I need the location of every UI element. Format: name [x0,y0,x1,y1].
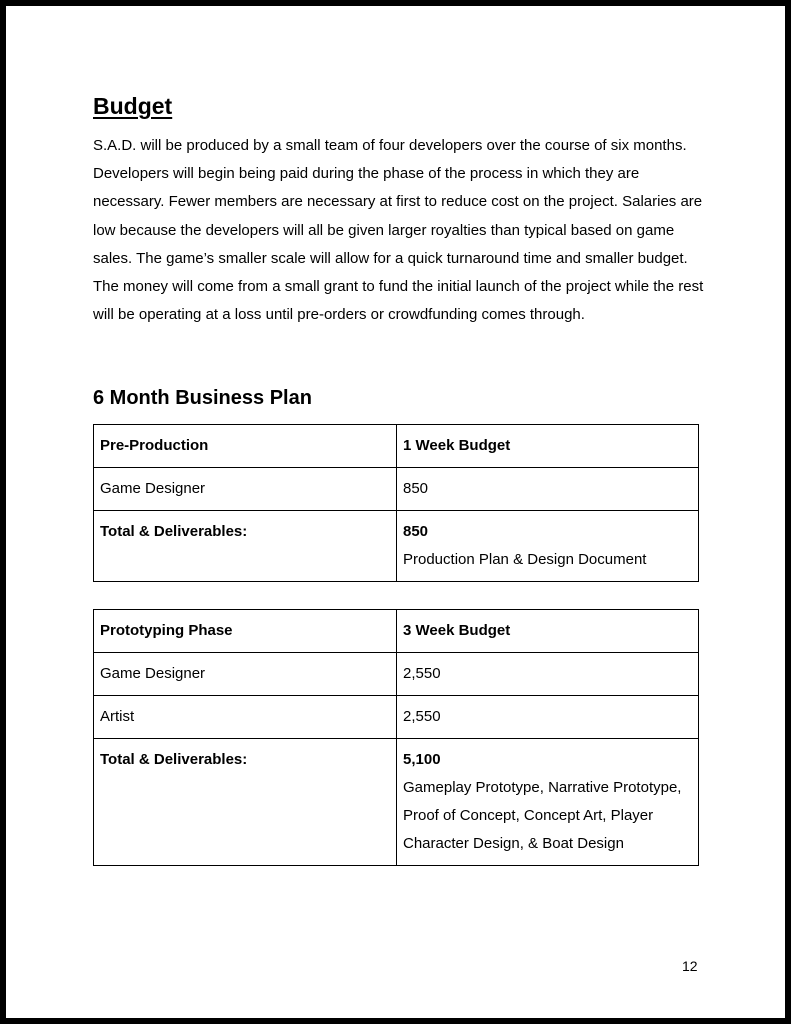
table-row [94,468,699,511]
table-header-row [94,425,699,468]
phase-header: Prototyping Phase [94,610,397,653]
total-row [94,511,699,582]
role-cell: Game Designer [94,653,397,696]
total-cell [397,511,699,582]
total-label: Total & Deliverables: [94,511,397,582]
deliverables-text: Gameplay Prototype, Narrative Prototype, Proof of Concept, Concept Art, Player Character Design, & Boat Design [403,779,682,852]
document-page [6,6,785,1018]
budget-header: 3 Week Budget [397,610,699,653]
total-amount: 5,100 [403,751,441,768]
prototyping-table [93,609,699,866]
total-row [94,739,699,866]
role-cell: Game Designer [94,468,397,511]
table-row [94,653,699,696]
table-header-row [94,610,699,653]
budget-header: 1 Week Budget [397,425,699,468]
phase-header: Pre-Production [94,425,397,468]
total-amount: 850 [403,523,429,540]
pre-production-table [93,424,699,582]
role-cell: Artist [94,696,397,739]
table-row [94,696,699,739]
total-cell [397,739,699,866]
total-label: Total & Deliverables: [94,739,397,866]
amount-cell: 2,550 [397,696,699,739]
budget-paragraph: S.A.D. will be produced by a small team of four developers over the course of six months. Developers will begin being paid during the phase of the process in which they are necessary. Fewer members are necessary at first to reduce cost on the project. Salaries are low because the developers will all be given larger royalties than typical based on game sales. The game’s smaller scale will allow for a quick turnaround time and smaller budget. The money will come from a small grant to fund the initial launch of the project while the rest will be operating at a loss until pre-orders or crowdfunding comes through. [93,137,704,324]
business-plan-heading: 6 Month Business Plan [93,387,312,409]
amount-cell: 2,550 [397,653,699,696]
section-heading: Budget [93,93,173,119]
page-number: 12 [682,958,698,974]
deliverables-text: Production Plan & Design Document [403,551,647,568]
amount-cell: 850 [397,468,699,511]
